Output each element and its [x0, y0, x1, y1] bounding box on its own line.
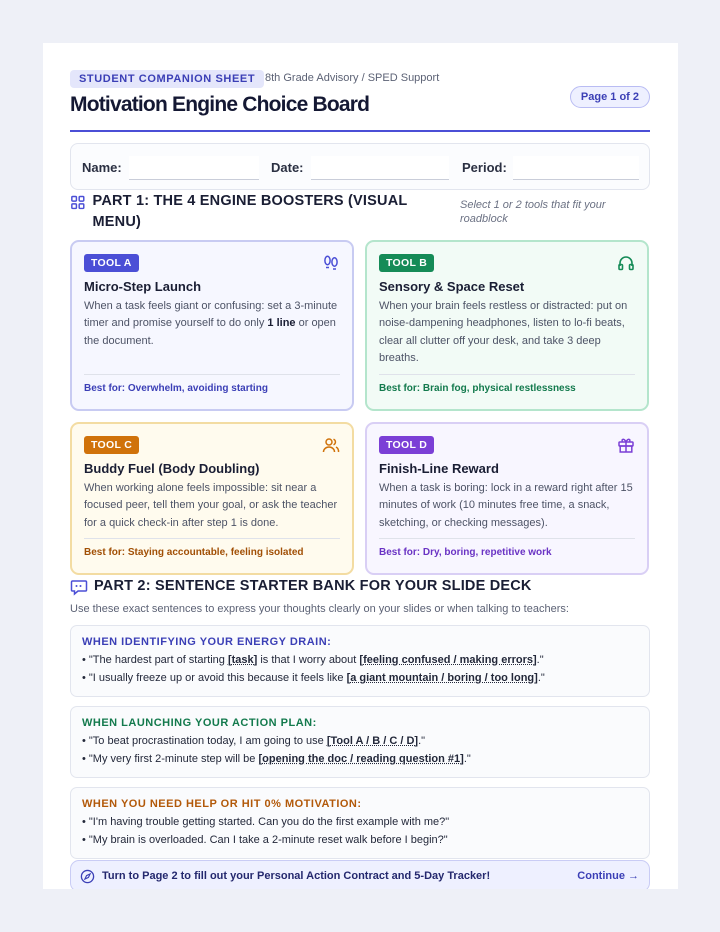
part1-heading [70, 191, 430, 233]
users-icon [322, 436, 340, 454]
sentence-starter: • "The hardest part of starting [task] is that I worry about [feeling confused / making errors]." [82, 654, 544, 666]
sentence-group-energy-drain [70, 625, 650, 697]
tool-best-for: Best for: Brain fog, physical restlessness [379, 383, 576, 394]
tool-card-b[interactable] [365, 240, 649, 411]
name-label: Name: [82, 160, 122, 175]
tool-title: Sensory & Space Reset [379, 279, 525, 294]
gift-icon [617, 436, 635, 454]
date-field[interactable] [311, 156, 449, 180]
sentence-starter: • "To beat procrastination today, I am going to use [Tool A / B / C / D]." [82, 735, 426, 747]
page-indicator: Page 1 of 2 [570, 86, 650, 108]
tool-tag: TOOL D [379, 436, 434, 454]
card-divider [84, 374, 340, 375]
sentence-starter: • "My brain is overloaded. Can I take a 2-minute reset walk before I begin?" [82, 834, 448, 846]
card-divider [379, 538, 635, 539]
tool-title: Buddy Fuel (Body Doubling) [84, 461, 260, 476]
course-label: 8th Grade Advisory / SPED Support [265, 72, 440, 84]
part2-title: PART 2: SENTENCE STARTER BANK FOR YOUR SLIDE DECK [94, 578, 532, 594]
headphones-icon [617, 254, 635, 272]
name-field[interactable] [129, 156, 259, 180]
tool-title: Finish-Line Reward [379, 461, 499, 476]
sentence-starter: • "I'm having trouble getting started. Can you do the first example with me?" [82, 816, 450, 828]
sentence-group-need-help [70, 787, 650, 859]
date-label: Date: [271, 160, 304, 175]
tool-description: When a task feels giant or confusing: set a 3-minute timer and promise yourself to do only 1 line or open the document. [84, 300, 338, 347]
group-heading: WHEN IDENTIFYING YOUR ENERGY DRAIN: [82, 636, 332, 648]
sentence-group-action-plan [70, 706, 650, 778]
card-divider [84, 538, 340, 539]
compass-icon [80, 869, 95, 884]
tool-tag: TOOL B [379, 254, 434, 272]
sheet-type-badge: STUDENT COMPANION SHEET [70, 70, 264, 88]
tool-description: When working alone feels impossible: sit near a focused peer, tell them your goal, or ask the teacher for a quick check-in after step 1 is done. [84, 482, 338, 529]
tool-best-for: Best for: Staying accountable, feeling isolated [84, 547, 304, 558]
tool-description: When a task is boring: lock in a reward right after 15 minutes of work (10 minutes free time, a snack, sketching, or checking messages). [379, 482, 633, 529]
tool-description: When your brain feels restless or distracted: put on noise-dampening headphones, listen to lo-fi beats, clear all clutter off your desk, and take 3 deep breaths. [379, 300, 628, 364]
part1-hint: Select 1 or 2 tools that fit your roadblock [460, 199, 606, 225]
part2-heading [70, 576, 532, 597]
tool-tag: TOOL C [84, 436, 139, 454]
tool-best-for: Best for: Dry, boring, repetitive work [379, 547, 552, 558]
period-field[interactable] [513, 156, 639, 180]
tool-tag: TOOL A [84, 254, 139, 272]
part2-intro: Use these exact sentences to express your thoughts clearly on your slides or when talking to teachers: [70, 603, 569, 615]
group-heading: WHEN LAUNCHING YOUR ACTION PLAN: [82, 717, 317, 729]
tool-title: Micro-Step Launch [84, 279, 202, 294]
tool-card-c[interactable] [70, 422, 354, 575]
grid-icon [70, 193, 87, 211]
tool-best-for: Best for: Overwhelm, avoiding starting [84, 383, 268, 394]
worksheet-page [43, 43, 678, 889]
period-label: Period: [462, 160, 507, 175]
card-divider [379, 374, 635, 375]
next-page-text: Turn to Page 2 to fill out your Personal Action Contract and 5-Day Tracker! [102, 870, 491, 882]
title-divider [70, 130, 650, 132]
part1-title: PART 1: THE 4 ENGINE BOOSTERS (VISUAL MENU) [92, 193, 408, 230]
sentence-starter: • "I usually freeze up or avoid this because it feels like [a giant mountain / boring / too long]." [82, 672, 545, 684]
sentence-starter: • "My very first 2-minute step will be [opening the doc / reading question #1]." [82, 753, 471, 765]
group-heading: WHEN YOU NEED HELP OR HIT 0% MOTIVATION: [82, 798, 362, 810]
page-title: Motivation Engine Choice Board [70, 93, 370, 116]
chat-quote-icon [70, 578, 88, 596]
continue-link[interactable]: Continue → [577, 870, 639, 882]
tool-card-a[interactable] [70, 240, 354, 411]
footsteps-icon [322, 254, 340, 272]
tool-card-d[interactable] [365, 422, 649, 575]
next-page-banner[interactable] [70, 860, 650, 889]
student-info-fields [70, 143, 650, 190]
